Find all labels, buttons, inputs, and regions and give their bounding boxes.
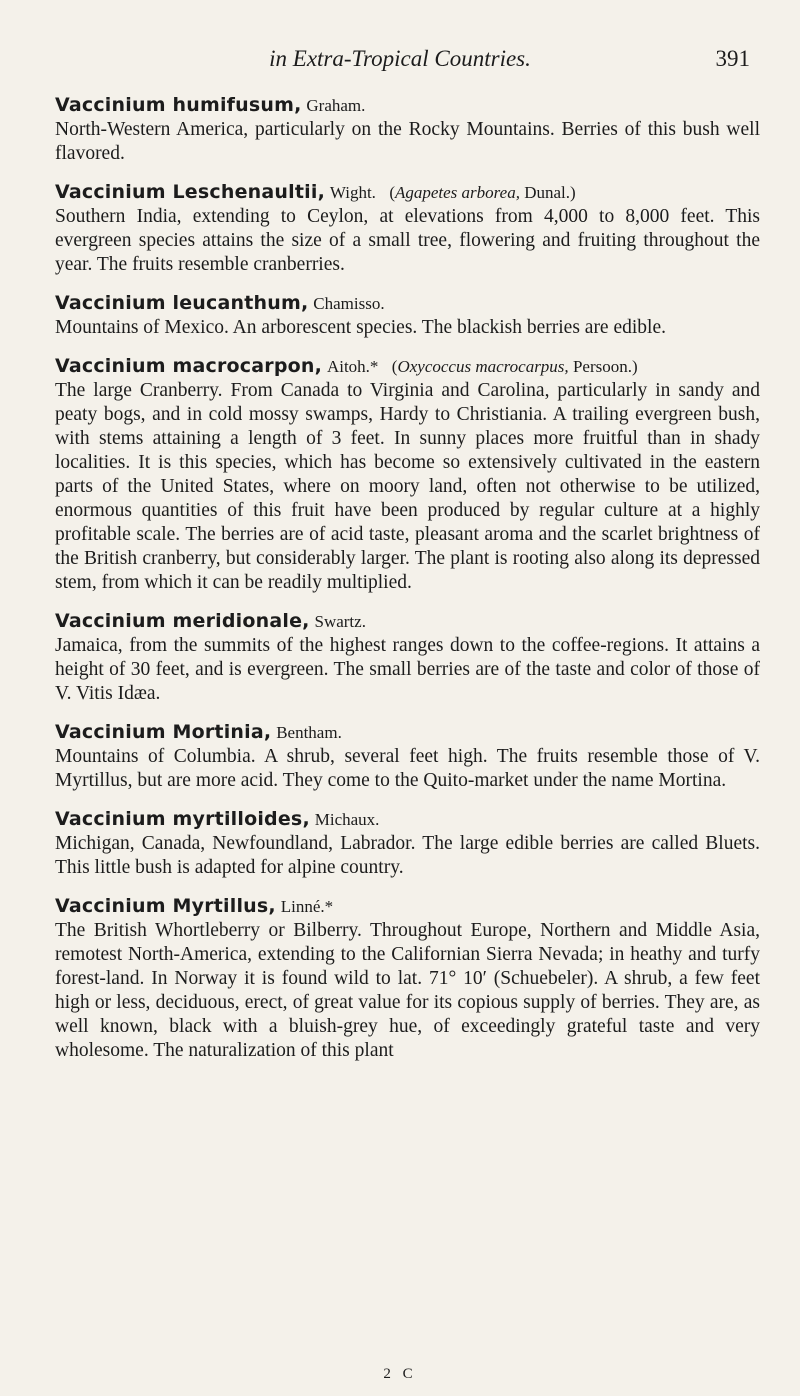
entry-heading	[55, 180, 760, 205]
entry-heading	[55, 93, 760, 118]
entry-heading	[55, 354, 760, 379]
entry	[55, 894, 760, 1063]
species-name: Vaccinium Myrtillus,	[55, 895, 276, 917]
entry	[55, 180, 760, 277]
entry-heading	[55, 291, 760, 316]
species-name: Vaccinium Mortinia,	[55, 721, 272, 743]
entry-heading	[55, 609, 760, 634]
synonym-name: Oxycoccus macrocarpus,	[397, 357, 569, 376]
species-author: Aitoh.*	[326, 357, 379, 376]
species-author: Linné.*	[280, 897, 334, 916]
species-author: Graham.	[306, 96, 366, 115]
species-name: Vaccinium macrocarpon,	[55, 355, 323, 377]
entry-heading	[55, 807, 760, 832]
entry-description: The British Whortleberry or Bilberry. Throughout Europe, Northern and Middle Asia, remotest North-America, extending to the Californian Sierra Nevada; in heathy and turfy forest-land. In Norway it is found wild to lat. 71° 10′ (Schuebeler). A shrub, a few feet high or less, deciduous, erect, of great value for its copious supply of berries. They are, as well known, black with a bluish-grey hue, of exceedingly grateful taste and very wholesome. The naturalization of this plant	[55, 920, 760, 1061]
synonym-name: Agapetes arborea,	[394, 183, 520, 202]
entry	[55, 807, 760, 880]
signature-mark: 2 C	[383, 1366, 417, 1382]
species-author: Swartz.	[314, 612, 366, 631]
entry-description: Michigan, Canada, Newfoundland, Labrador. The large edible berries are called Bluets. This little bush is adapted for alpine country.	[55, 833, 760, 878]
entry-description: Southern India, extending to Ceylon, at elevations from 4,000 to 8,000 feet. This evergreen species attains the size of a small tree, flowering and fruiting throughout the year. The fruits resemble cranberries.	[55, 206, 760, 275]
entry-list	[55, 93, 760, 1077]
entry	[55, 93, 760, 166]
synonym: (Agapetes arborea, Dunal.)	[389, 183, 576, 202]
species-name: Vaccinium Leschenaultii,	[55, 181, 325, 203]
entry	[55, 609, 760, 706]
entry-description: Jamaica, from the summits of the highest ranges down to the coffee-regions. It attains a height of 30 feet, and is evergreen. The small berries are of the taste and color of those of V. Vitis Idæa.	[55, 635, 760, 704]
species-author: Michaux.	[314, 810, 380, 829]
entry-heading	[55, 894, 760, 919]
page-number: 391	[715, 46, 750, 71]
entry-description: Mountains of Columbia. A shrub, several feet high. The fruits resemble those of V. Myrtillus, but are more acid. They come to the Quito-market under the name Mortina.	[55, 746, 760, 791]
species-author: Chamisso.	[313, 294, 385, 313]
entry-description: North-Western America, particularly on the Rocky Mountains. Berries of this bush well flavored.	[55, 119, 760, 164]
entry	[55, 291, 760, 340]
synonym: (Oxycoccus macrocarpus, Persoon.)	[391, 357, 638, 376]
species-author: Bentham.	[276, 723, 342, 742]
entry-description: The large Cranberry. From Canada to Virginia and Carolina, particularly in sandy and peaty bogs, and in cold mossy swamps, Hardy to Christiania. A trailing evergreen bush, with stems attaining a length of 3 feet. In sunny places more fruitful than in shady localities. It is this species, which has become so extensively cultivated in the eastern parts of the United States, where on moory land, often not otherwise to be utilized, enormous quantities of this fruit have been produced by regular culture at a highly profitable scale. The berries are of acid taste, pleasant aroma and the scarlet brightness of the British cranberry, but considerably larger. The plant is rooting also along its depressed stem, from which it can be readily multiplied.	[55, 380, 760, 593]
species-name: Vaccinium leucanthum,	[55, 292, 309, 314]
running-title: in Extra-Tropical Countries.	[269, 46, 531, 71]
species-author: Wight.	[329, 183, 376, 202]
entry	[55, 720, 760, 793]
species-name: Vaccinium myrtilloides,	[55, 808, 310, 830]
entry-description: Mountains of Mexico. An arborescent species. The blackish berries are edible.	[55, 317, 666, 338]
species-name: Vaccinium meridionale,	[55, 610, 310, 632]
entry	[55, 354, 760, 595]
species-name: Vaccinium humifusum,	[55, 94, 302, 116]
running-head	[0, 46, 800, 76]
entry-heading	[55, 720, 760, 745]
